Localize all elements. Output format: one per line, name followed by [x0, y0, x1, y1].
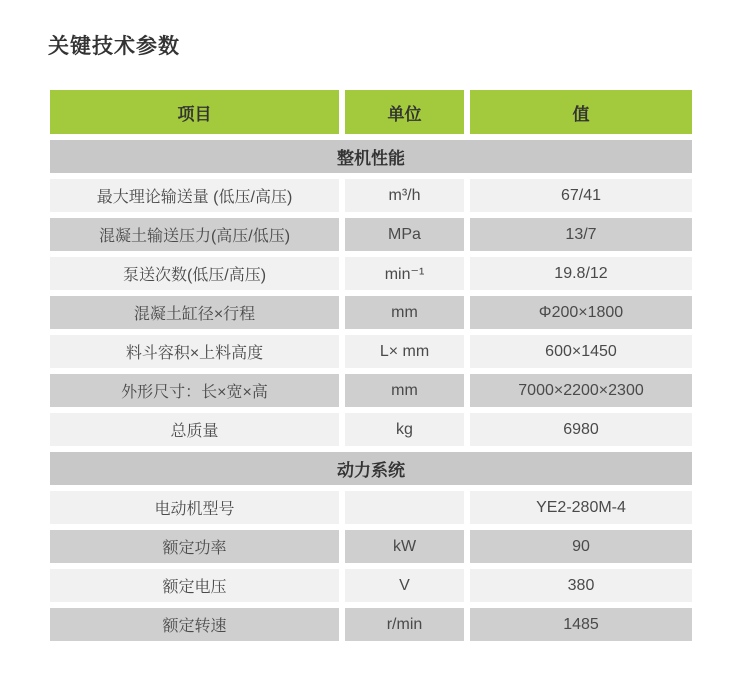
table-row: [50, 335, 692, 368]
section-title: 动力系统: [50, 452, 692, 485]
cell-value: 90: [470, 530, 692, 563]
cell-unit: kg: [345, 413, 464, 446]
cell-item: 额定功率: [50, 530, 339, 563]
cell-value: 7000×2200×2300: [470, 374, 692, 407]
table-header-row: [50, 90, 692, 134]
cell-value: 600×1450: [470, 335, 692, 368]
table-row: [50, 374, 692, 407]
cell-unit: m³/h: [345, 179, 464, 212]
cell-item: 外形尺寸：长×宽×高: [50, 374, 339, 407]
cell-item: 额定转速: [50, 608, 339, 641]
table-row: [50, 569, 692, 602]
section-header-power-system: [50, 452, 692, 485]
table-row: [50, 218, 692, 251]
cell-value: 1485: [470, 608, 692, 641]
cell-unit: r/min: [345, 608, 464, 641]
cell-value: 67/41: [470, 179, 692, 212]
cell-item: 料斗容积×上料高度: [50, 335, 339, 368]
cell-item: 额定电压: [50, 569, 339, 602]
column-header-unit: 单位: [345, 90, 464, 134]
page-title: 关键技术参数: [48, 35, 180, 58]
cell-unit: mm: [345, 374, 464, 407]
cell-unit: mm: [345, 296, 464, 329]
table-row: [50, 491, 692, 524]
cell-item: 电动机型号: [50, 491, 339, 524]
cell-value: 380: [470, 569, 692, 602]
table-row: [50, 179, 692, 212]
cell-unit: [345, 491, 464, 524]
table-row: [50, 296, 692, 329]
cell-value: 6980: [470, 413, 692, 446]
spec-table: [44, 84, 698, 647]
cell-value: YE2-280M-4: [470, 491, 692, 524]
cell-unit: kW: [345, 530, 464, 563]
cell-item: 总质量: [50, 413, 339, 446]
cell-value: 13/7: [470, 218, 692, 251]
cell-item: 混凝土缸径×行程: [50, 296, 339, 329]
column-header-item: 项目: [50, 90, 339, 134]
cell-item: 混凝土输送压力(高压/低压): [50, 218, 339, 251]
table-row: [50, 257, 692, 290]
table-row: [50, 608, 692, 641]
table-row: [50, 413, 692, 446]
cell-value: 19.8/12: [470, 257, 692, 290]
cell-item: 泵送次数(低压/高压): [50, 257, 339, 290]
cell-unit: min⁻¹: [345, 257, 464, 290]
section-header-performance: [50, 140, 692, 173]
cell-value: Φ200×1800: [470, 296, 692, 329]
cell-unit: L× mm: [345, 335, 464, 368]
spec-page: [0, 30, 750, 694]
section-title: 整机性能: [50, 140, 692, 173]
table-row: [50, 530, 692, 563]
cell-item: 最大理论输送量 (低压/高压): [50, 179, 339, 212]
cell-unit: MPa: [345, 218, 464, 251]
column-header-value: 值: [470, 90, 692, 134]
cell-unit: V: [345, 569, 464, 602]
